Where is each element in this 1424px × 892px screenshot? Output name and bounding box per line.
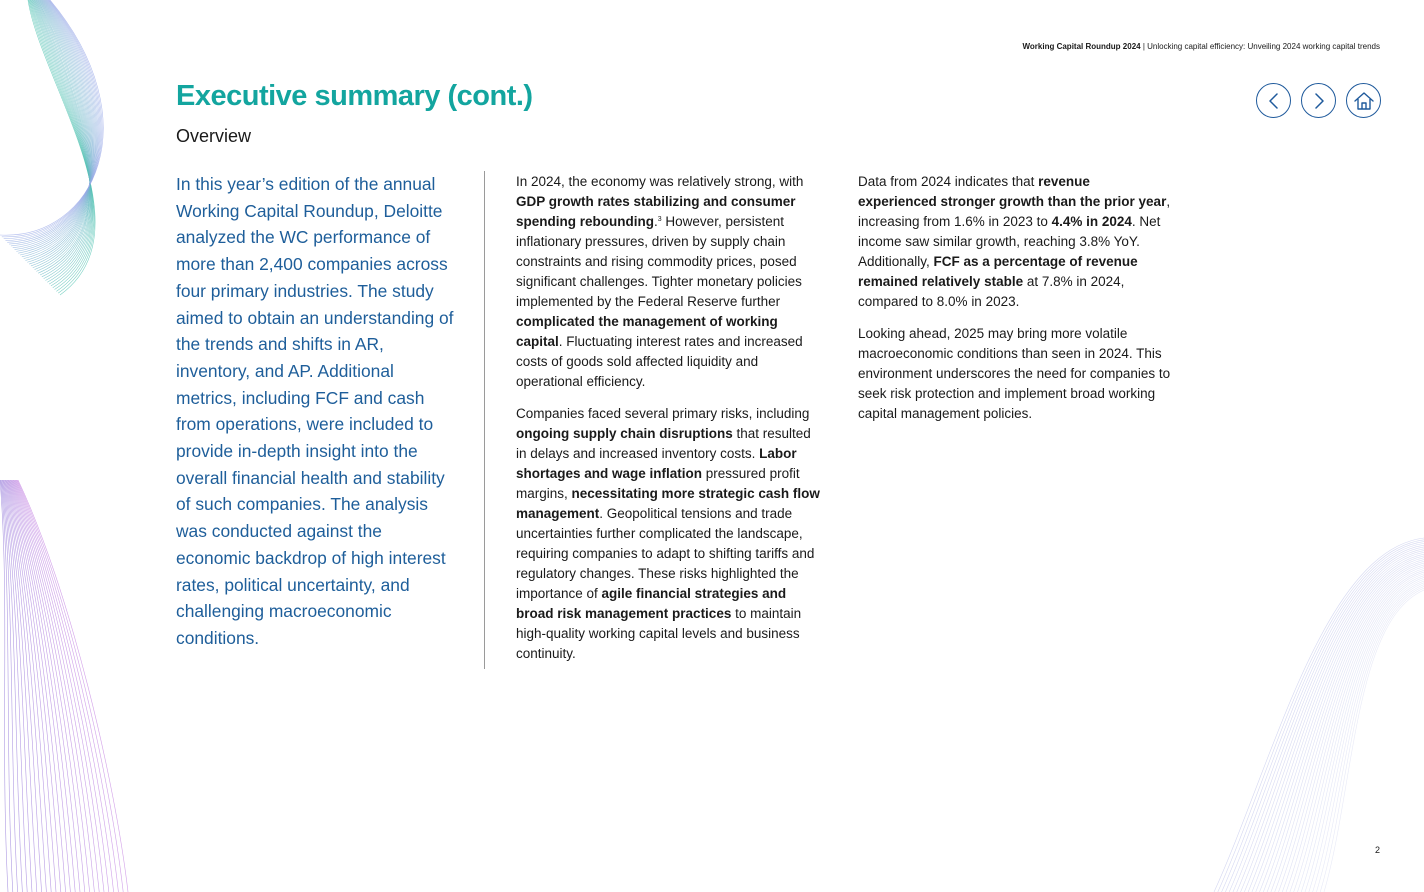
column-divider (484, 171, 485, 669)
decorative-lines-bottom-right (1204, 530, 1424, 892)
data-paragraph: Data from 2024 indicates that revenue experienced stronger growth than the prior year, increasing from 1.6% in 2023 to 4.4% in 2024. Net income saw similar growth, reaching 3.8% YoY. Additionally, FCF as a percentage of revenue remained relatively stable at 7.8% in 2024, compared to 8.0% in 2023. (858, 174, 1171, 309)
risks-paragraph: Companies faced several primary risks, including ongoing supply chain disruptions that resulted in delays and increased inventory costs. Labor shortages and wage inflation pressured profit margins, necessitating more strategic cash flow management. Geopolitical tensions and trade uncertainties further complicated the landscape, requiring companies to adapt to shifting tariffs and regulatory changes. These risks highlighted the importance of agile financial strategies and broad risk management practices to maintain high-quality working capital levels and business continuity. (516, 406, 820, 661)
body-column-middle (516, 172, 824, 676)
decorative-lines-bottom-left (0, 480, 140, 892)
page-navigation (1256, 83, 1381, 118)
footnote-marker: 3 (657, 216, 662, 223)
header-report-title: Working Capital Roundup 2024 (1022, 42, 1141, 51)
page-number: 2 (1374, 845, 1380, 855)
intro-paragraph: In this year’s edition of the annual Working Capital Roundup, Deloitte analyzed the WC performance of more than 2,400 companies across four primary industries. The study aimed to obtain an understanding of the trends and shifts in AR, inventory, and AP. Additional metrics, including FCF and cash from operations, were included to provide in-depth insight into the overall financial health and stability of such companies. The analysis was conducted against the economic backdrop of high interest rates, political uncertainty, and challenging macroeconomic conditions. (176, 174, 454, 648)
next-page-button[interactable] (1301, 83, 1336, 118)
outlook-paragraph: Looking ahead, 2025 may bring more volatile macroeconomic conditions than seen in 2024. This environment underscores the need for companies to seek risk protection and implement broad working capital management policies. (858, 326, 1171, 421)
header-separator: | (1140, 42, 1148, 51)
home-icon (1354, 92, 1374, 110)
economy-paragraph: In 2024, the economy was relatively strong, with GDP growth rates stabilizing and consumer spending rebounding.$^3$ However, persistent inflationary pressures, driven by supply chain constraints and rising commodity prices, posed significant challenges. Tighter monetary policies implemented by the Federal Reserve further complicated the management of working capital. Fluctuating interest rates and increased costs of goods sold affected liquidity and operational efficiency. (516, 174, 804, 389)
body-column-right (858, 172, 1172, 436)
decorative-lines-top-left (0, 0, 160, 300)
running-header (1023, 42, 1381, 51)
home-button[interactable] (1346, 83, 1381, 118)
section-subtitle: Overview (176, 126, 252, 146)
previous-page-button[interactable] (1256, 83, 1291, 118)
chevron-left-icon (1267, 93, 1281, 109)
page-title: Executive summary (cont.) (176, 80, 533, 112)
header-tagline: Unlocking capital efficiency: Unveiling 2024 working capital trends (1147, 42, 1380, 51)
chevron-right-icon (1312, 93, 1326, 109)
